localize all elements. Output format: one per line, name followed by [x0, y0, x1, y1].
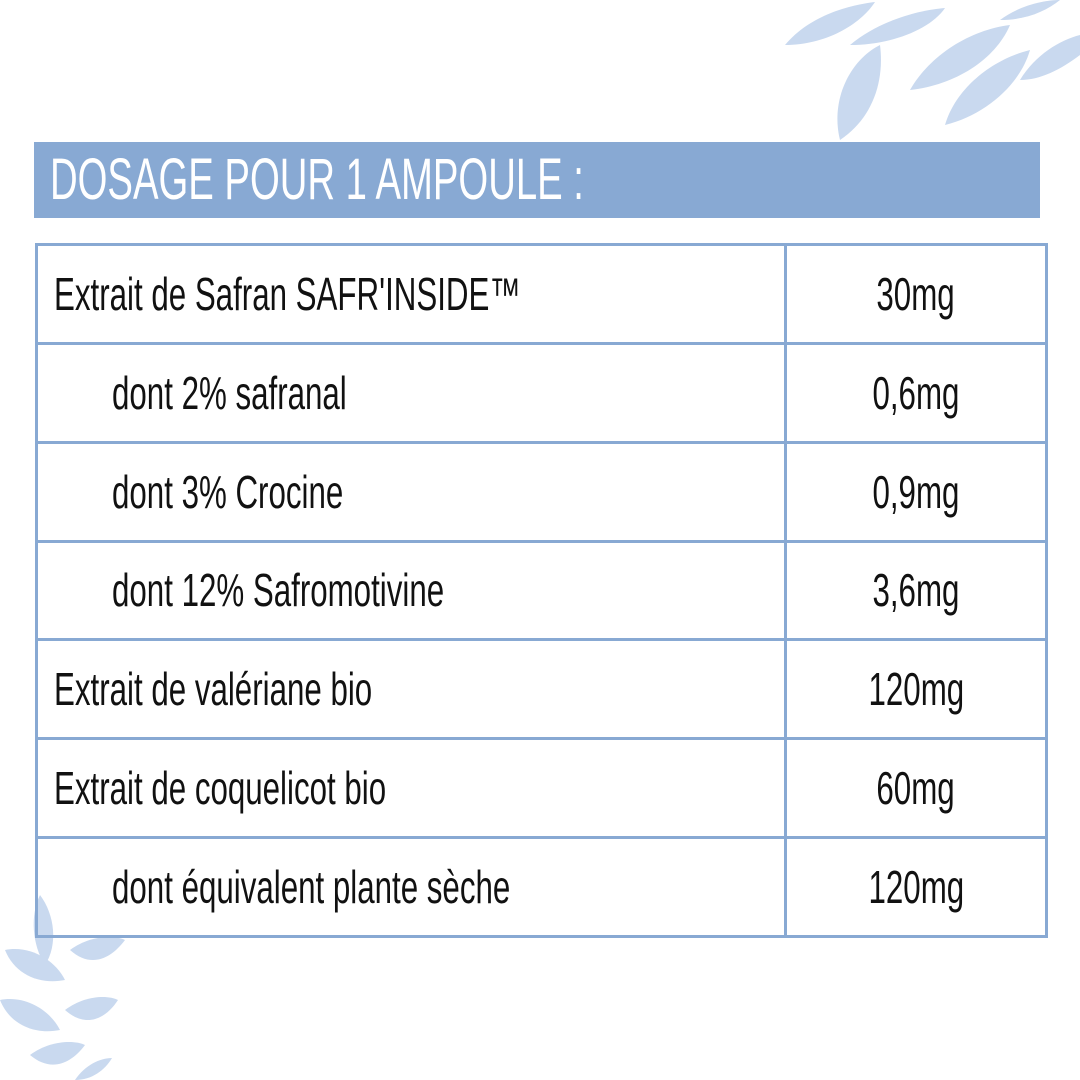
amount-value: 120mg — [868, 663, 964, 716]
amount-value: 0,9mg — [872, 465, 960, 518]
table-row — [37, 245, 1047, 344]
ingredient-label: dont 2% safranal — [112, 366, 347, 419]
amount-value: 3,6mg — [872, 564, 960, 617]
ingredient-cell — [37, 442, 786, 541]
ingredient-label: Extrait de Safran SAFR'INSIDE™ — [54, 267, 521, 320]
table-row — [37, 343, 1047, 442]
amount-cell — [786, 245, 1047, 344]
amount-cell — [786, 442, 1047, 541]
ingredient-label: Extrait de valériane bio — [54, 663, 373, 716]
amount-cell — [786, 739, 1047, 838]
page-title: DOSAGE POUR 1 AMPOULE : — [50, 147, 584, 212]
ingredient-label: Extrait de coquelicot bio — [54, 762, 387, 815]
amount-cell — [786, 541, 1047, 640]
ingredient-label: dont 3% Crocine — [112, 465, 344, 518]
ingredient-cell — [37, 838, 786, 937]
dosage-table — [35, 243, 1048, 938]
ingredient-cell — [37, 245, 786, 344]
amount-cell — [786, 640, 1047, 739]
amount-cell — [786, 838, 1047, 937]
ingredient-label: dont 12% Safromotivine — [112, 564, 445, 617]
amount-value: 30mg — [876, 267, 956, 320]
ingredient-cell — [37, 541, 786, 640]
table-row — [37, 442, 1047, 541]
amount-value: 120mg — [868, 861, 964, 914]
leaf-branch-top-icon — [770, 0, 1080, 145]
amount-value: 0,6mg — [872, 366, 960, 419]
table-row — [37, 541, 1047, 640]
table-row — [37, 739, 1047, 838]
table-row — [37, 640, 1047, 739]
dosage-header-banner — [34, 142, 1040, 218]
amount-cell — [786, 343, 1047, 442]
ingredient-label: dont équivalent plante sèche — [112, 861, 511, 914]
amount-value: 60mg — [876, 762, 956, 815]
ingredient-cell — [37, 640, 786, 739]
ingredient-cell — [37, 739, 786, 838]
table-row — [37, 838, 1047, 937]
ingredient-cell — [37, 343, 786, 442]
